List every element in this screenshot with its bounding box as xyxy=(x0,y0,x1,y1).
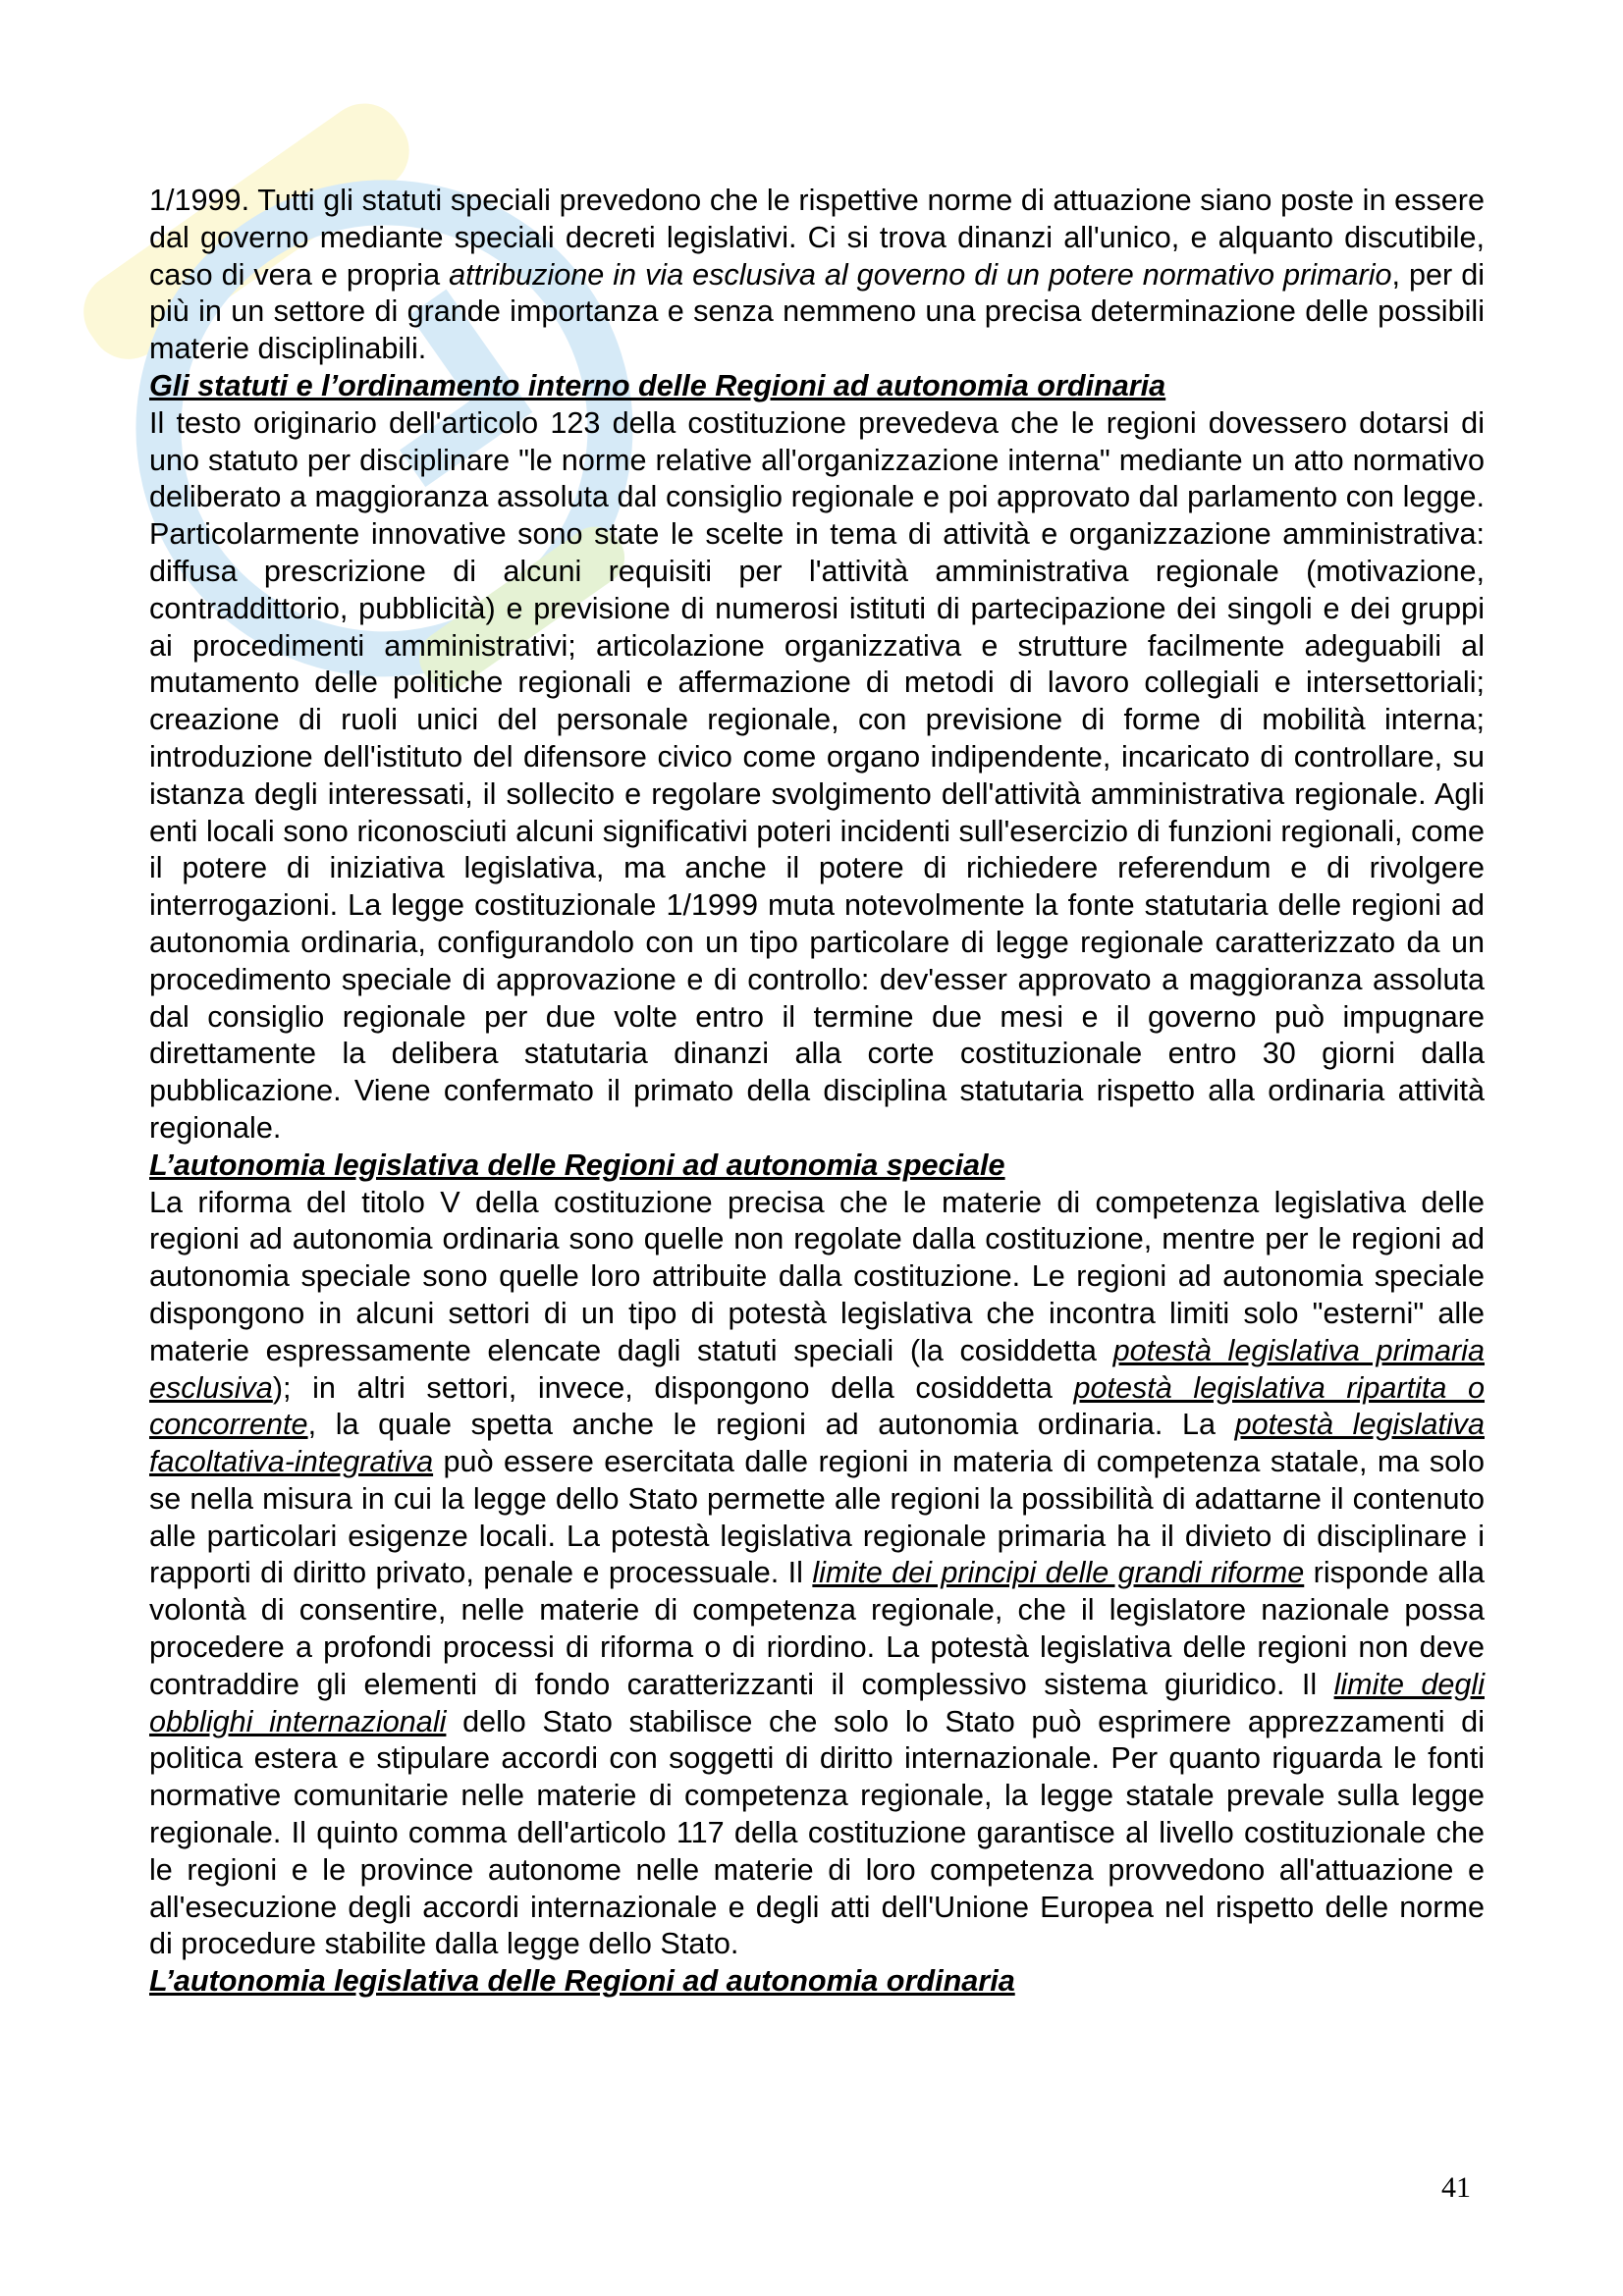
underlined-term: potestà legislativa ripartita o concorrente xyxy=(149,1370,1485,1442)
section-heading: L’autonomia legislativa delle Regioni ad autonomia speciale xyxy=(149,1148,1005,1182)
text-run: può essere esercitata dalle regioni in materia di competenza statale, ma solo se nella misura in cui la legge dello Stato permette alle regioni la possibilità di adattarne il contenuto alle particolari esigenze locali. La potestà legislativa regionale primaria ha il divieto di disciplinare i rapporti di diritto privato, penale e processuale. Il xyxy=(149,1445,1485,1590)
text-run: ); in altri settori, invece, dispongono della cosiddetta xyxy=(272,1370,1074,1405)
text-run: 1/1999. Tutti gli statuti speciali prevedono che le rispettive norme di attuazione siano poste in essere dal governo mediante speciali decreti legislativi. Ci si trova dinanzi all'unico, e alquanto discutibile, caso di vera e propria xyxy=(149,184,1485,292)
section-heading: L’autonomia legislativa delle Regioni ad autonomia ordinaria xyxy=(149,1964,1015,1999)
text-run: , la quale spetta anche le regioni ad autonomia ordinaria. La xyxy=(307,1408,1235,1442)
underlined-term: potestà legislativa facoltativa-integrativa xyxy=(149,1408,1485,1479)
body-paragraph xyxy=(149,405,1485,1148)
page-number: 41 xyxy=(1441,2171,1471,2204)
section-heading: Gli statuti e l’ordinamento interno delle Regioni ad autonomia ordinaria xyxy=(149,368,1166,402)
body-paragraph xyxy=(149,1185,1485,1964)
body-paragraph xyxy=(149,183,1485,368)
text-run: La riforma del titolo V della costituzione precisa che le materie di competenza legislativa delle regioni ad autonomia ordinaria sono quelle non regolate dalla costituzione, mentre per le regioni ad autonomia speciale sono quelle loro attribuite dalla costituzione. Le regioni ad autonomia speciale dispongono in alcuni settori di un tipo di potestà legislativa che incontra limiti solo "esterni" alle materie espressamente elencate dagli statuti speciali (la cosiddetta xyxy=(149,1185,1485,1367)
italic-phrase: attribuzione in via esclusiva al governo di un potere normativo primario xyxy=(449,257,1392,292)
text-run: risponde alla volontà di consentire, nelle materie di competenza regionale, che il legislatore nazionale possa procedere a profondi processi di riforma o di riordino. La potestà legislativa delle regioni non deve contraddire gli elementi di fondo caratterizzanti il complessivo sistema giuridico. Il xyxy=(149,1556,1486,1701)
text-run: Il testo originario dell'articolo 123 della costituzione prevedeva che le regioni dovessero dotarsi di uno statuto per disciplinare "le norme relative all'organizzazione interna" mediante un atto normativo deliberato a maggioranza assoluta dal consiglio regionale e poi approvato dal parlamento con legge. Particolarmente innovative sono state le scelte in tema di attività e organizzazione amministrativa: diffusa prescrizione di alcuni requisiti per l'attività amministrativa regionale (motivazione, contraddittorio, pubblicità) e previsione di numerosi istituti di partecipazione dei singoli e dei gruppi ai procedimenti amministrativi; articolazione organizzativa e strutture facilmente adeguabili al mutamento delle politiche regionali e affermazione di metodi di lavoro collegiali e intersettoriali; creazione di ruoli unici del personale regionale, con previsione di forme di mobilità interna; introduzione dell'istituto del difensore civico come organo indipendente, incaricato di controllare, su istanza degli interessati, il sollecito e regolare svolgimento dell'attività amministrativa regionale. Agli enti locali sono riconosciuti alcuni significativi poteri incidenti sull'esercizio di funzioni regionali, come il potere di iniziativa legislativa, ma anche il potere di richiedere referendum e di rivolgere interrogazioni. La legge costituzionale 1/1999 muta notevolmente la fonte statutaria delle regioni ad autonomia ordinaria, configurandolo con un tipo particolare di legge regionale caratterizzato da un procedimento speciale di approvazione e di controllo: dev'esser approvato a maggioranza assoluta dal consiglio regionale per due volte entro il termine due mesi e il governo può impugnare direttamente la delibera statutaria dinanzi alla corte costituzionale entro 30 giorni dalla pubblicazione. Viene confermato il primato della disciplina statutaria rispetto alla ordinaria attività regionale. xyxy=(149,405,1485,1145)
document-body xyxy=(149,183,1485,2001)
underlined-term: potestà legislativa primaria esclusiva xyxy=(149,1333,1485,1405)
text-run: dello Stato stabilisce che solo lo Stato può esprimere apprezzamenti di politica estera e stipulare accordi con soggetti di diritto internazionale. Per quanto riguarda le fonti normative comunitarie nelle materie di competenza regionale, la legge statale prevale sulla legge regionale. Il quinto comma dell'articolo 117 della costituzione garantisce al livello costituzionale che le regioni e le province autonome nelle materie di loro competenza provvedono all'attuazione e all'esecuzione degli accordi internazionale e degli atti dell'Unione Europea nel rispetto delle norme di procedure stabilite dalla legge dello Stato. xyxy=(149,1704,1485,1961)
underlined-term: limite degli obblighi internazionali xyxy=(149,1667,1485,1738)
underlined-term: limite dei principi delle grandi riforme xyxy=(812,1556,1305,1590)
text-run: , per di più in un settore di grande importanza e senza nemmeno una precisa determinazione delle possibili materie disciplinabili. xyxy=(149,257,1486,366)
